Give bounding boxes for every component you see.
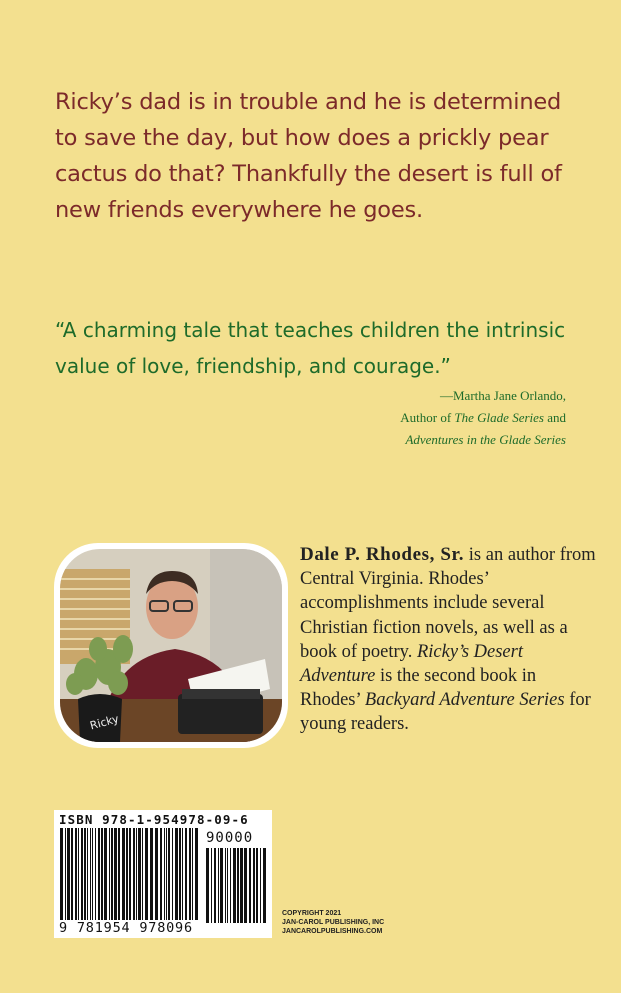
barcode-addon-number: 90000 xyxy=(206,830,254,846)
endorsement-quote: “A charming tale that teaches children the intrinsic value of love, friendship, and courage.” xyxy=(55,318,566,378)
isbn-text: ISBN 978-1-954978-09-6 xyxy=(59,812,249,827)
barcode-stripe xyxy=(172,828,173,920)
barcode-stripe xyxy=(114,828,117,920)
barcode-stripe xyxy=(227,848,228,923)
endorsement-attribution xyxy=(400,385,566,451)
barcode-addon-bars xyxy=(204,848,266,923)
barcode-stripe xyxy=(104,828,107,920)
barcode-stripe xyxy=(263,848,266,923)
author-name: Dale P. Rhodes, Sr. xyxy=(300,544,465,565)
barcode-stripe xyxy=(84,828,86,920)
barcode-stripe xyxy=(150,828,153,920)
barcode-stripe xyxy=(230,848,231,923)
barcode-stripe xyxy=(92,828,93,920)
barcode-stripe xyxy=(126,828,128,920)
barcode-stripe xyxy=(118,828,120,920)
barcode-stripe xyxy=(90,828,91,920)
barcode-stripe xyxy=(78,828,79,920)
barcode-stripe xyxy=(129,828,131,920)
barcode-stripe xyxy=(95,828,96,920)
attribution-name: —Martha Jane Orlando, xyxy=(440,388,566,403)
barcode-stripe xyxy=(138,828,141,920)
barcode-stripe xyxy=(111,828,113,920)
barcode-stripe xyxy=(160,828,162,920)
barcode-stripe xyxy=(195,828,198,920)
barcode-stripe xyxy=(133,828,135,920)
barcode-stripe xyxy=(98,828,100,920)
attribution-prefix: Author of xyxy=(400,410,455,425)
barcode-stripe xyxy=(189,828,191,920)
barcode-stripe xyxy=(237,848,239,923)
barcode-stripe xyxy=(71,828,73,920)
copyright-year: COPYRIGHT 2021 xyxy=(282,910,342,917)
barcode-stripe xyxy=(244,848,247,923)
author-photo xyxy=(54,543,288,748)
copyright-block xyxy=(282,909,384,936)
publisher-name: JAN-CAROL PUBLISHING, INC xyxy=(282,919,385,926)
barcode-stripe xyxy=(240,848,243,923)
book-title: Ricky’s Desert Adventure xyxy=(300,641,523,687)
back-cover-blurb: Ricky’s dad is in trouble and he is determined to save the day, but how does a prickly pear cactus do that? Thankfully the desert is full of new friends everywhere he goes. xyxy=(55,89,562,223)
barcode-stripe xyxy=(182,828,183,920)
series-title-backyard: Backyard Adventure Series xyxy=(364,690,565,711)
barcode-stripe xyxy=(65,828,66,920)
barcode-stripe xyxy=(253,848,255,923)
barcode-bars xyxy=(58,828,200,920)
barcode-stripe xyxy=(101,828,103,920)
barcode-stripe xyxy=(67,828,70,920)
barcode-stripe xyxy=(81,828,83,920)
barcode-number: 9 781954 978096 xyxy=(59,920,193,936)
attribution-line-1 xyxy=(400,407,566,429)
bio-text-2: is the second book in Rhodes’ xyxy=(300,666,537,711)
pot-label-lettering: Ricky xyxy=(88,712,121,733)
barcode-stripe xyxy=(225,848,226,923)
barcode-stripe xyxy=(145,828,148,920)
barcode-stripe xyxy=(75,828,77,920)
barcode-stripe xyxy=(109,828,110,920)
barcode-stripe xyxy=(179,828,181,920)
barcode-stripe xyxy=(249,848,251,923)
barcode-stripe xyxy=(211,848,212,923)
barcode-stripe xyxy=(164,828,165,920)
isbn-barcode xyxy=(54,810,272,938)
barcode-stripe xyxy=(155,828,158,920)
barcode-stripe xyxy=(256,848,258,923)
barcode-stripe xyxy=(214,848,216,923)
barcode-stripe xyxy=(166,828,167,920)
barcode-stripe xyxy=(233,848,236,923)
attribution-and: and xyxy=(543,410,566,425)
barcode-stripe xyxy=(192,828,193,920)
barcode-stripe xyxy=(218,848,219,923)
barcode-stripe xyxy=(136,828,137,920)
barcode-stripe xyxy=(87,828,88,920)
series-title-adventures-glade: Adventures in the Glade Series xyxy=(405,432,566,447)
barcode-stripe xyxy=(168,828,170,920)
barcode-stripe xyxy=(260,848,261,923)
publisher-website: JANCAROLPUBLISHING.COM xyxy=(282,928,383,935)
author-photo-illustration xyxy=(60,549,282,742)
barcode-stripe xyxy=(206,848,209,923)
author-bio xyxy=(300,543,600,737)
bio-text-3: for young readers. xyxy=(300,690,591,735)
barcode-stripe xyxy=(60,828,63,920)
barcode-stripe xyxy=(142,828,143,920)
bio-text-1: is an author from Central Virginia. Rhodes’ accomplishments include several Christian fiction novels, as well as a book of poetry. xyxy=(300,545,596,662)
barcode-stripe xyxy=(220,848,223,923)
barcode-stripe xyxy=(175,828,178,920)
series-title-glade: The Glade Series xyxy=(454,410,544,425)
barcode-stripe xyxy=(185,828,187,920)
barcode-stripe xyxy=(122,828,125,920)
